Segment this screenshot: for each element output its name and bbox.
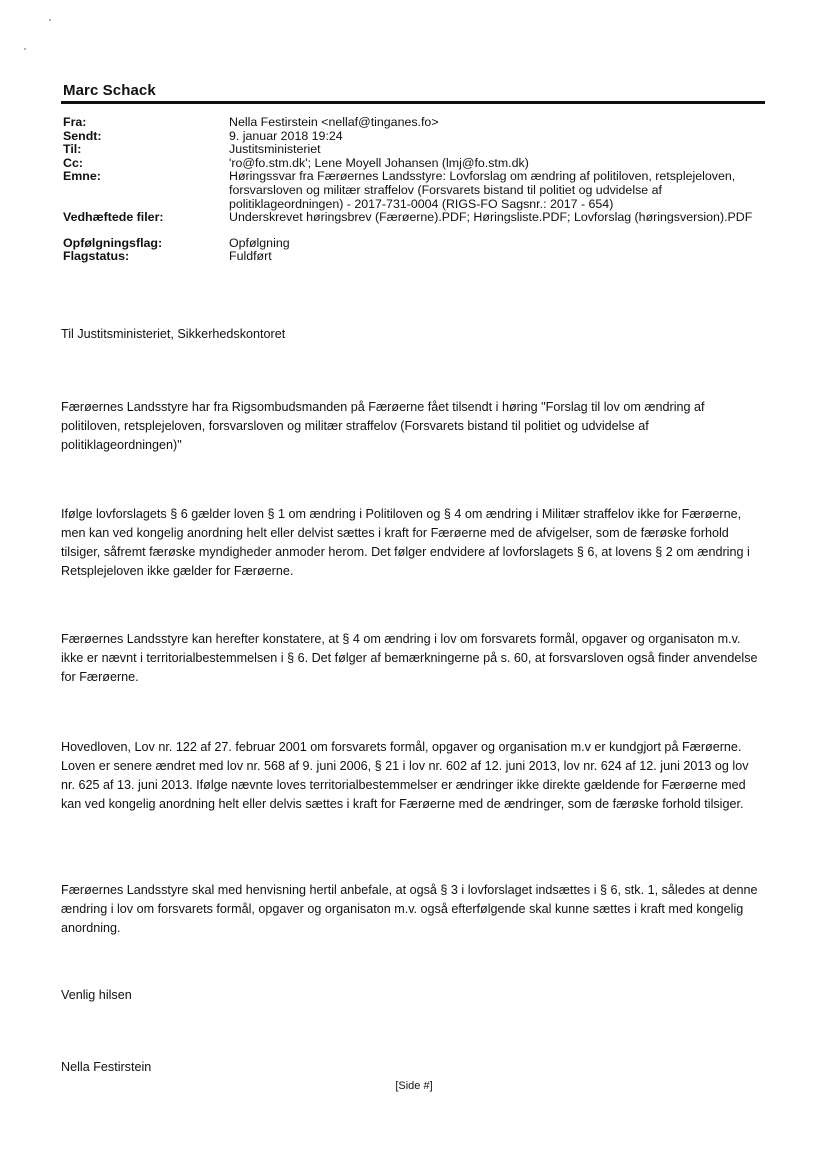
page-number: [Side #] <box>395 1080 433 1092</box>
scan-speck <box>24 48 26 50</box>
paragraph: Færøernes Landsstyre har fra Rigsombudsmanden på Færøerne fået tilsendt i høring "Forslag til lov om ændring af politiloven, retsplejeloven, forsvarsloven og militær straffelov (Forsvarets bistand til politiet og udvidelse af politiklageordningen)" <box>61 400 705 452</box>
closing: Venlig hilsen <box>61 988 132 1002</box>
header-label: Til: <box>63 142 82 157</box>
header-value: 'ro@fo.stm.dk'; Lene Moyell Johansen (lmj@fo.stm.dk) <box>229 155 529 170</box>
paragraph: Færøernes Landsstyre skal med henvisning hertil anbefale, at også § 3 i lovforslaget indsættes i § 6, stk. 1, således at denne ændring i lov om forsvarets formål, opgaver og organisaton m.v. også efterfølgende skal kunne sættes i kraft med kongelig anordning. <box>61 883 758 935</box>
header-value: Underskrevet høringsbrev (Færøerne).PDF; Høringsliste.PDF; Lovforslag (høringsversion).PDF <box>229 210 753 225</box>
header-label: Flagstatus: <box>63 249 130 264</box>
header-row-subject <box>63 170 763 211</box>
header-row-from <box>63 116 763 130</box>
header-value: Høringssvar fra Færøernes Landsstyre: Lovforslag om ændring af politiloven, retsplejeloven, forsvarsloven og militær straffelov (Forsvarets bistand til politiet og udvidelse af politiklageordningen) - 2017-731-0004 (RIGS-FO Sagsnr.: 2017 - 654) <box>229 169 736 211</box>
header-row-cc <box>63 157 763 171</box>
header-label: Vedhæftede filer: <box>63 210 164 225</box>
header-value: Opfølgning <box>229 235 290 250</box>
header-label: Cc: <box>63 155 83 170</box>
scan-speck <box>49 19 51 21</box>
header-label: Sendt: <box>63 128 102 143</box>
header-value: Nella Festirstein <nellaf@tinganes.fo> <box>229 115 439 129</box>
header-row-followup-flag <box>63 237 763 251</box>
sender-name: Marc Schack <box>63 82 156 99</box>
signature: Nella Festirstein <box>61 1060 152 1074</box>
email-header <box>63 116 763 264</box>
header-row-to <box>63 143 763 157</box>
header-label: Emne: <box>63 169 101 184</box>
paragraph: Hovedloven, Lov nr. 122 af 27. februar 2001 om forsvarets formål, opgaver og organisation m.v er kundgjort på Færøerne. Loven er senere ændret med lov nr. 568 af 9. juni 2006, § 21 i lov nr. 602 af 12. juni 2013, lov nr. 624 af 12. juni 2013 og lov nr. 625 af 13. juni 2013. Ifølge nævnte loves territorialbestemmelser er ændringer ikke direkte gældende for Færøerne med kan ved kongelig anordning helt eller delvis sættes i kraft for Færøerne med de ændringer, som de færøske forhold tilsiger. <box>61 740 749 811</box>
header-value: Fuldført <box>229 249 272 264</box>
salutation: Til Justitsministeriet, Sikkerhedskontoret <box>61 327 286 341</box>
header-label: Fra: <box>63 115 87 129</box>
header-row-flag-status <box>63 250 763 264</box>
header-value: Justitsministeriet <box>229 142 321 157</box>
header-label: Opfølgningsflag: <box>63 235 163 250</box>
header-row-sent <box>63 130 763 144</box>
header-divider <box>61 101 765 104</box>
paragraph: Ifølge lovforslagets § 6 gælder loven § 1 om ændring i Politiloven og § 4 om ændring i Militær straffelov ikke for Færøerne, men kan ved kongelig anordning helt eller delvist sættes i kraft for Færøerne med de afvigelser, som de færøske forhold tilsiger, såfremt færøske myndigheder anmoder herom. Det følger endvidere af lovforslagets § 6, at lovens § 2 om ændring i Retsplejeloven ikke gælder for Færøerne. <box>61 507 750 578</box>
header-value: 9. januar 2018 19:24 <box>229 128 343 143</box>
header-row-attachments <box>63 211 763 225</box>
paragraph: Færøernes Landsstyre kan herefter konstatere, at § 4 om ændring i lov om forsvarets formål, opgaver og organisaton m.v. ikke er nævnt i territorialbestemmelsen i § 6. Det følger af bemærkningerne på s. 60, at forsvarsloven også finder anvendelse for Færøerne. <box>61 632 758 684</box>
